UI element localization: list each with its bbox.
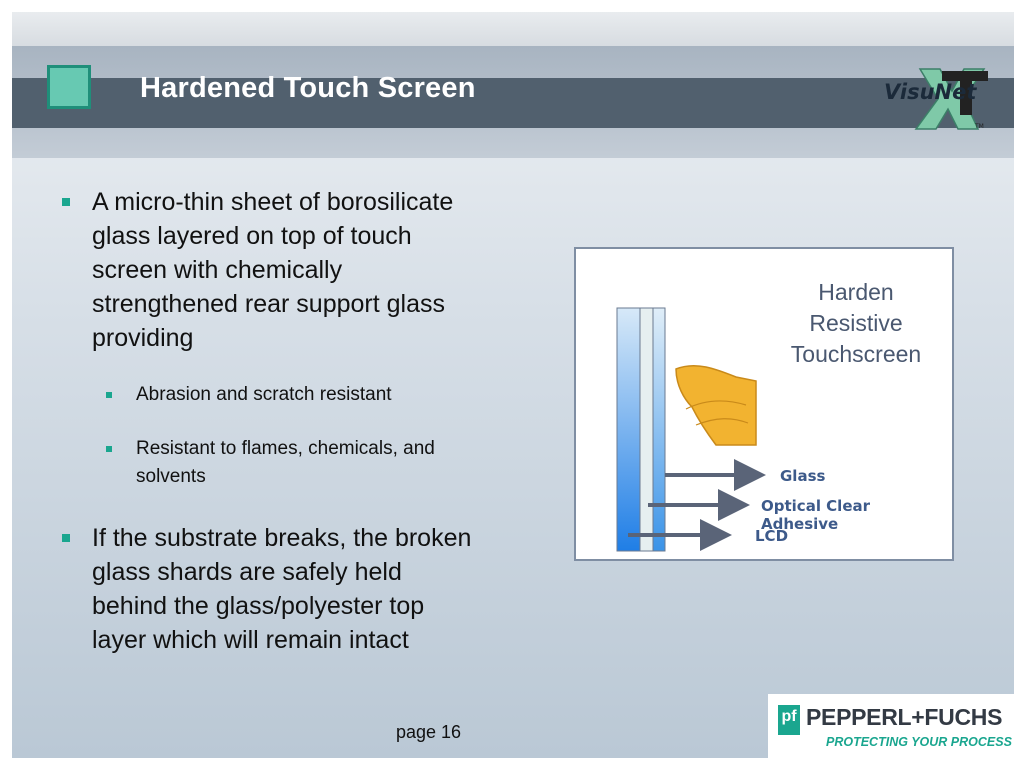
touchscreen-diagram bbox=[574, 247, 954, 561]
visunet-logo-text: VisuNet bbox=[884, 80, 977, 104]
diagram-title-line: Harden bbox=[818, 279, 894, 305]
diagram-title bbox=[772, 277, 940, 370]
brand-name: PEPPERL+FUCHS bbox=[806, 704, 1003, 730]
page-number: page 16 bbox=[396, 722, 462, 742]
bullet-main-2 bbox=[60, 521, 540, 657]
lcd-layer bbox=[617, 308, 640, 551]
page-title: Hardened Touch Screen bbox=[140, 72, 476, 104]
bullet-main-1 bbox=[60, 185, 540, 355]
pf-brand-icon: pf bbox=[778, 705, 800, 735]
diagram-title-line: Touchscreen bbox=[790, 341, 922, 367]
bullet-line: screen with chemically bbox=[92, 256, 343, 284]
bullet-sub-2 bbox=[60, 435, 540, 491]
label-adhesive: Optical Clear Adhesive bbox=[761, 497, 871, 533]
bullet-line: layer which will remain intact bbox=[92, 626, 409, 654]
bullet-list bbox=[60, 185, 540, 657]
logo-tm: TM bbox=[975, 123, 984, 130]
bullet-line: strengthened rear support glass bbox=[92, 290, 445, 318]
top-stripe bbox=[12, 12, 1014, 46]
bullet-line: If the substrate breaks, the broken bbox=[92, 524, 472, 552]
bullet-square-icon bbox=[62, 534, 70, 542]
bullet-line: glass shards are safely held bbox=[92, 558, 402, 586]
glass-layer bbox=[653, 308, 665, 551]
visunet-logo bbox=[880, 55, 990, 135]
bullet-square-icon bbox=[106, 392, 112, 398]
finger-hand-icon bbox=[676, 366, 756, 445]
bullet-line: Abrasion and scratch resistant bbox=[136, 384, 392, 405]
bullet-line: glass layered on top of touch bbox=[92, 222, 412, 250]
diagram-title-line: Resistive bbox=[809, 310, 903, 336]
bullet-line: Resistant to flames, chemicals, and bbox=[136, 438, 435, 459]
title-square-icon bbox=[47, 65, 91, 109]
bullet-line: solvents bbox=[136, 466, 206, 487]
bullet-line: providing bbox=[92, 324, 194, 352]
bullet-square-icon bbox=[62, 198, 70, 206]
adhesive-layer bbox=[640, 308, 653, 551]
label-glass: Glass bbox=[780, 467, 826, 485]
bullet-line: A micro-thin sheet of borosilicate bbox=[92, 188, 454, 216]
bullet-square-icon bbox=[106, 446, 112, 452]
bullet-sub-1 bbox=[60, 381, 540, 409]
bullet-line: behind the glass/polyester top bbox=[92, 592, 425, 620]
brand-tagline: PROTECTING YOUR PROCESS bbox=[826, 735, 1012, 749]
pepperl-fuchs-logo bbox=[768, 694, 1014, 758]
label-lcd: LCD bbox=[755, 527, 789, 545]
